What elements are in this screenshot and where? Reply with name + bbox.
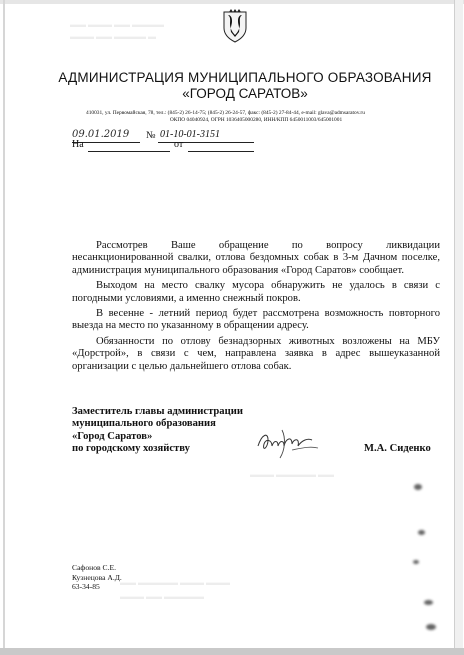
body-paragraph: Обязанности по отлову безнадзорных животных возложены на МБУ «Дорстрой», в связи с чем, направлена заявка в адрес вышеуказанной организации с целью дальнейшего отлова собак. (72, 335, 440, 372)
signatory-line: муниципального образования (72, 418, 216, 430)
scan-edge-top (0, 0, 464, 4)
signatory-line: по городскому хозяйству (72, 443, 190, 455)
na-underline (88, 151, 170, 152)
org-name: «ГОРОД САРАТОВ» (182, 86, 308, 101)
handwritten-date: 09.01.2019 (72, 129, 130, 140)
handwritten-signature (252, 426, 322, 460)
org-codes: ОКПО 04040924, ОГРН 1036405000280, ИНН/КПП 6450011003/645001001 (169, 117, 343, 123)
toner-smudge (413, 560, 419, 564)
bleed-through-mark: ▬▬ ▬▬▬▬▬ ▬▬▬ ▬▬▬ (120, 578, 230, 587)
toner-smudge (426, 624, 436, 630)
executor-line: Кузнецова А.Д. (72, 572, 122, 582)
scan-edge-bottom (0, 648, 464, 655)
ot-underline (188, 151, 254, 152)
scan-edge-left (3, 0, 5, 655)
bleed-through-mark: ▬▬ ▬▬▬ ▬▬ ▬▬▬▬ (70, 20, 164, 29)
handwritten-number: 01-10-01-3151 (160, 129, 220, 140)
toner-smudge (418, 530, 425, 535)
saratov-coat-of-arms-icon (222, 9, 248, 43)
na-label: На (72, 139, 84, 150)
signer-name: М.А. Сиденко (364, 443, 431, 454)
executor-line: Сафонов С.Е. (72, 563, 116, 572)
body-paragraph: Рассмотрев Ваше обращение по вопросу ликвидации несанкционированной свалки, отлова бездомных собак в 3-м Дачном поселке, администрация муниципального образования «Город Саратов» сообщает. (72, 240, 440, 276)
toner-smudge (424, 600, 433, 605)
ot-label: от (174, 139, 184, 150)
body-paragraph: Выходом на место свалку мусора обнаружить не удалось в связи с погодными условиями, а именно снежный покров. (72, 280, 440, 304)
org-contacts: 410031, ул. Первомайская, 78, тел.: (845-2) 26-14-75; (845-2) 26-24-57, факс: (845-2) 27-84-44, e-mail: glava@admsaratov.ru (86, 110, 365, 116)
signatory-line: Заместитель главы администрации (72, 406, 243, 417)
signatory-line: «Город Саратов» (72, 430, 153, 442)
toner-smudge (414, 484, 422, 490)
bleed-through-mark: ▬▬▬ ▬▬ ▬▬▬▬ ▬ (70, 32, 156, 41)
executor-line: 63-34-85 (72, 582, 100, 591)
scan-edge-right (454, 0, 463, 655)
in-reply-row (72, 139, 402, 153)
body-paragraph: В весенне - летний период будет рассмотрена возможность повторного выезда на место по указанному в обращении адресу. (72, 308, 440, 332)
org-title: АДМИНИСТРАЦИЯ МУНИЦИПАЛЬНОГО ОБРАЗОВАНИЯ (58, 70, 432, 85)
letter-body (72, 240, 440, 376)
bleed-through-mark: ▬▬▬ ▬▬ ▬▬▬▬▬ (120, 592, 204, 601)
number-label: № (146, 130, 156, 141)
signatory-position (72, 406, 272, 456)
executor-info (72, 563, 122, 592)
bleed-through-mark: ▬▬▬ ▬▬▬▬▬ ▬▬ (250, 470, 334, 479)
